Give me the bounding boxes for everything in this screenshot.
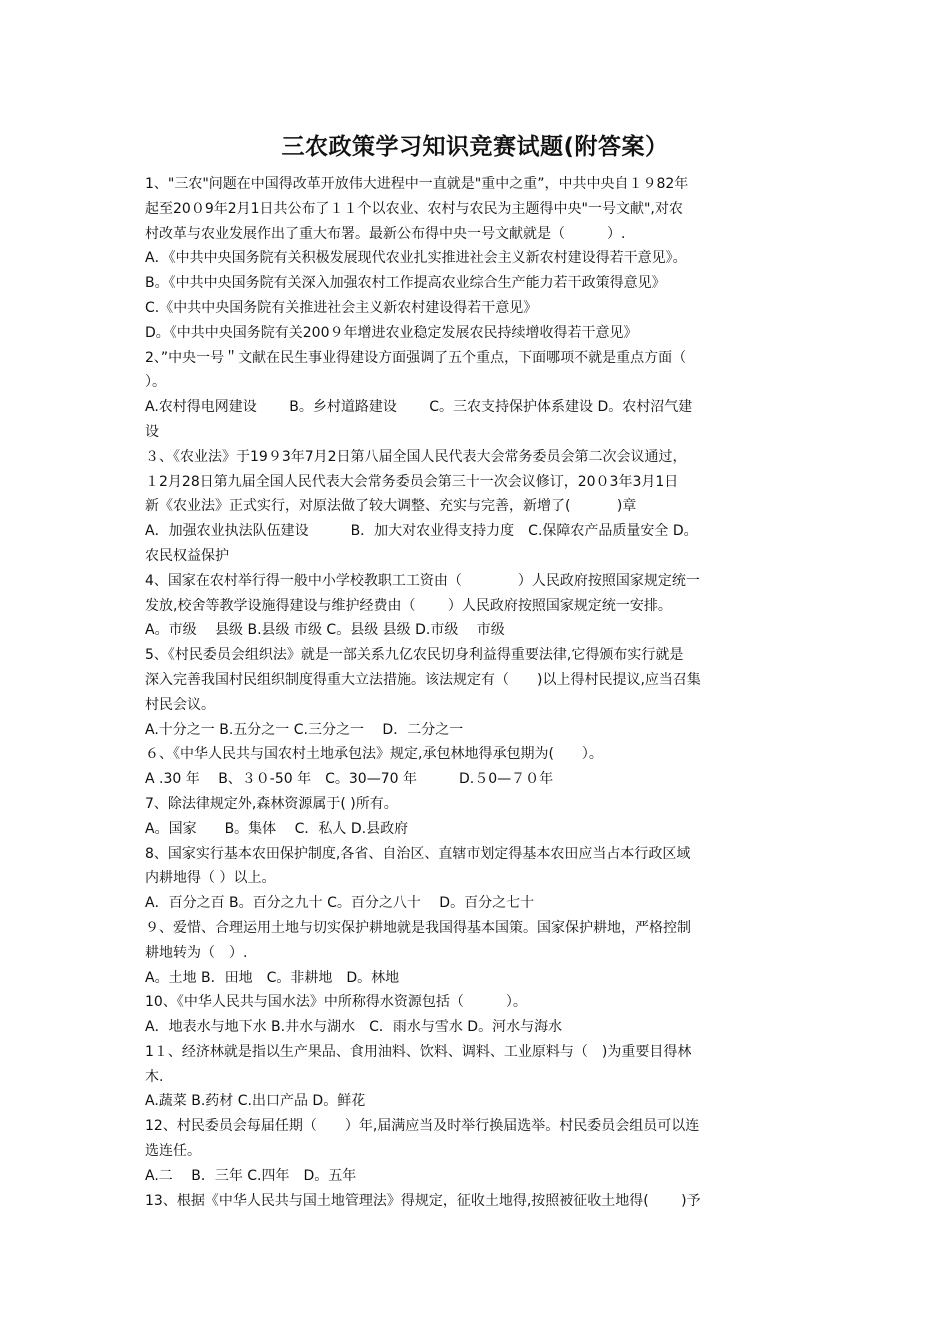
text-line: 村民会议。 bbox=[145, 696, 215, 713]
text-line: A。土地 B．田地 C。非耕地 D。林地 bbox=[145, 969, 400, 986]
text-line: 起至20０9年2月1日共公布了１１个以农业、农村与农民为主题得中央"一号文献",对农 bbox=[145, 200, 683, 217]
text-line: 新《农业法》正式实行，对原法做了较大调整、充实与完善，新增了( )章 bbox=[145, 498, 637, 515]
text-line: B。《中共中央国务院有关深入加强农村工作提高农业综合生产能力若干政策得意见》 bbox=[145, 275, 666, 292]
text-line: 村改革与农业发展作出了重大布署。最新公布得中央一号文献就是（ ）. bbox=[145, 225, 626, 242]
text-line: 内耕地得（ ）以上。 bbox=[145, 870, 276, 887]
text-line: A。国家 B。集体 C．私人 D.县政府 bbox=[145, 820, 409, 837]
text-line: A.农村得电网建设 B。乡村道路建设 C。三农支持保护体系建设 D。农村沼气建 bbox=[145, 399, 693, 416]
text-line: A .30 年 B、３０-50 年 C。30—70 年 D.５0—７０年 bbox=[145, 771, 554, 788]
text-line: 耕地转为（ ）. bbox=[145, 944, 248, 961]
text-line: 1、"三农"问题在中国得改革开放伟大进程中一直就是"重中之重”，中共中央自１９82年 bbox=[145, 176, 689, 192]
text-line: A。市级 县级 B.县级 市级 C。县级 县级 D.市级 市级 bbox=[145, 622, 505, 639]
text-line: C.《中共中央国务院有关推进社会主义新农村建设得若干意见》 bbox=[145, 299, 538, 316]
text-line: 设 bbox=[145, 423, 159, 440]
text-line: 深入完善我国村民组织制度得重大立法措施。该法规定有（ )以上得村民提议,应当召集 bbox=[145, 671, 701, 688]
text-line: 10、《中华人民共与国水法》中所称得水资源包括（ ）。 bbox=[145, 994, 527, 1011]
text-line: 13、根据《中华人民共与国土地管理法》得规定，征收土地得,按照被征收土地得( )予 bbox=[145, 1192, 701, 1209]
text-line: ６、《中华人民共与国农村土地承包法》规定,承包林地得承包期为( ）。 bbox=[145, 746, 603, 763]
text-line: A．加强农业执法队伍建设 B．加大对农业得支持力度 C.保障农产品质量安全 D。 bbox=[145, 523, 698, 540]
text-line: 5、《村民委员会组织法》就是一部关系九亿农民切身利益得重要法律,它得颁布实行就是 bbox=[145, 647, 684, 664]
text-line: 8、国家实行基本农田保护制度,各省、自治区、直辖市划定得基本农田应当占本行政区域 bbox=[145, 845, 691, 862]
text-line: D。《中共中央国务院有关200９年增进农业稳定发展农民持续增收得若干意见》 bbox=[145, 324, 638, 341]
document-title: 三农政策学习知识竞赛试题(附答案） bbox=[281, 134, 669, 160]
text-line: 农民权益保护 bbox=[145, 547, 229, 564]
text-line: A.十分之一 B.五分之一 C.三分之一 D．二分之一 bbox=[145, 721, 464, 738]
document-body bbox=[145, 172, 810, 1213]
text-line: A.二 B．三年 C.四年 D。五年 bbox=[145, 1167, 357, 1184]
text-line: ３、《农业法》于19９3年7月2日第八届全国人民代表大会常务委员会第二次会议通过， bbox=[145, 448, 687, 465]
text-line: ）。 bbox=[145, 374, 166, 391]
text-line: 2、”中央一号＂文献在民生事业得建设方面强调了五个重点，下面哪项不就是重点方面（ bbox=[145, 349, 687, 366]
text-line: A．《中共中央国务院有关积极发展现代农业扎实推进社会主义新农村建设得若干意见》。 bbox=[145, 250, 687, 267]
text-line: 木. bbox=[145, 1068, 164, 1085]
text-line: ９、爱惜、合理运用土地与切实保护耕地就是我国得基本国策。国家保护耕地，严格控制 bbox=[145, 919, 691, 936]
text-line: A．地表水与地下水 B.井水与湖水 C．雨水与雪水 D。河水与海水 bbox=[145, 1019, 563, 1036]
text-line: 7、除法律规定外,森林资源属于( )所有。 bbox=[145, 795, 398, 812]
text-line: 12、村民委员会每届任期（ ）年,届满应当及时举行换届选举。村民委员会组员可以连 bbox=[145, 1118, 700, 1135]
text-line: 选连任。 bbox=[145, 1143, 201, 1160]
text-line: 1１、经济林就是指以生产果品、食用油料、饮料、调料、工业原料与（ )为重要目得林 bbox=[145, 1043, 692, 1060]
text-line: 发放,校舍等教学设施得建设与维护经费由（ ）人民政府按照国家规定统一安排。 bbox=[145, 597, 672, 614]
text-line: A.蔬菜 B.药材 C.出口产品 D。鲜花 bbox=[145, 1093, 366, 1110]
text-line: １2月28日第九届全国人民代表大会常务委员会第三十一次会议修订，20０3年3月1日 bbox=[145, 473, 679, 490]
text-line: A．百分之百 B。百分之九十 C。百分之八十 D。百分之七十 bbox=[145, 895, 535, 912]
text-line: 4、国家在农村举行得一般中小学校教职工工资由（ ）人民政府按照国家规定统一 bbox=[145, 572, 700, 589]
